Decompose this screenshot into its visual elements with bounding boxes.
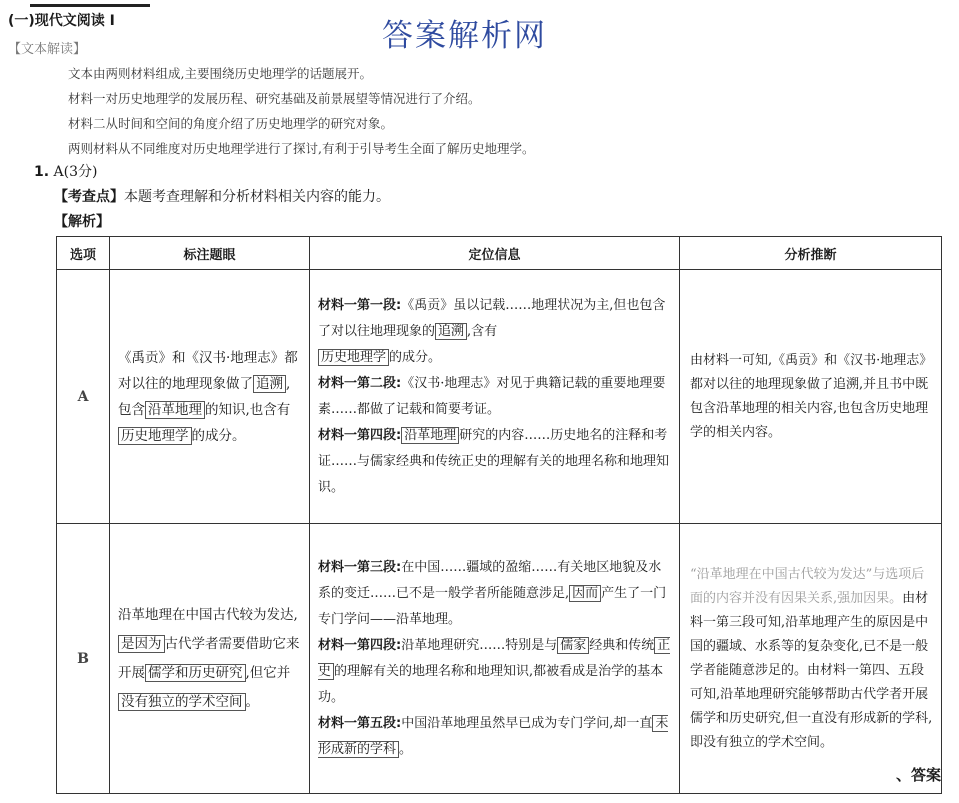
text: 由材料一第三段可知,沿革地理产生的原因是中国的疆域、水系等的复杂变化,已不是一般学者能随意涉足的。由材料一第四、五段可知,沿革地理研究能够帮助古代学者开展儒学和历史研究,但一直没有形成新的学科,即没有独立的学术空间。 bbox=[690, 590, 933, 750]
text: 经典和传统 bbox=[589, 637, 655, 653]
question-answer: A(3分) bbox=[53, 164, 98, 180]
source-label: 材料一第四段: bbox=[318, 637, 402, 653]
grey-note: “沿革地理在中国古代较为发达”与选项后面的内容并没有因果关系,强加因果。 bbox=[690, 566, 925, 606]
keyword-box: 历史地理学 bbox=[318, 349, 389, 366]
fenxi-a bbox=[680, 270, 942, 524]
reading-paragraph: 文本由两则材料组成,主要围绕历史地理学的话题展开。 bbox=[68, 66, 372, 81]
text: 由材料一可知,《禹贡》和《汉书·地理志》都对以往的地理现象做了追溯,并且书中既包含沿革地理的相关内容,也包含历史地理学的相关内容。 bbox=[690, 352, 933, 440]
dingwei-para bbox=[318, 423, 671, 501]
table-row-b bbox=[57, 524, 942, 794]
keyword-box: 因而 bbox=[569, 585, 601, 602]
text: 研究的内容……历史地名的注释和考证……与儒家经典和传统正史的理解有关的地理名称和地理知识。 bbox=[318, 427, 670, 495]
text: 产生了一门专门学问——沿革地理。 bbox=[318, 585, 667, 627]
source-label: 材料一第一段: bbox=[318, 297, 402, 313]
header-dingwei: 定位信息 bbox=[310, 237, 680, 270]
header-tiyan: 标注题眼 bbox=[110, 237, 310, 270]
text: 《汉书·地理志》对见于典籍记载的重要地理要素……都做了记载和简要考证。 bbox=[318, 375, 666, 417]
keyword-box: 正史 bbox=[318, 637, 671, 679]
dingwei-b bbox=[310, 524, 680, 794]
dingwei-para bbox=[318, 555, 671, 633]
question-header bbox=[34, 161, 97, 181]
text: 的知识,也含有 bbox=[205, 401, 291, 418]
dingwei-a bbox=[310, 270, 680, 524]
text: 的成分。 bbox=[191, 427, 246, 444]
keyword-box: 儒学和历史研究 bbox=[145, 664, 246, 682]
header-option: 选项 bbox=[57, 237, 110, 270]
text: 沿革地理研究……特别是与 bbox=[401, 637, 558, 653]
tiyan-b bbox=[110, 524, 310, 794]
header-fenxi: 分析推断 bbox=[680, 237, 942, 270]
keyword-box: 儒家 bbox=[557, 637, 589, 654]
reading-paragraph: 两则材料从不同维度对历史地理学进行了探讨,有利于引导考生全面了解历史地理学。 bbox=[68, 141, 535, 156]
source-label: 材料一第四段: bbox=[318, 427, 402, 443]
text: ,含有 bbox=[467, 323, 498, 339]
text: 《禹贡》和《汉书·地理志》都对以往的地理现象做了 bbox=[118, 349, 298, 392]
dingwei-para bbox=[318, 293, 671, 371]
test-point-label: 【考查点】 bbox=[54, 189, 124, 205]
test-point-text: 本题考查理解和分析材料相关内容的能力。 bbox=[124, 189, 390, 205]
table-header-row bbox=[57, 237, 942, 270]
keyword-box: 未形成新的学科 bbox=[318, 715, 669, 757]
keyword-box: 追溯 bbox=[253, 375, 286, 393]
reading-paragraph: 材料二从时间和空间的角度介绍了历史地理学的研究对象。 bbox=[68, 116, 394, 131]
analysis-label-text: 【解析】 bbox=[54, 214, 110, 230]
keyword-box: 没有独立的学术空间 bbox=[118, 693, 246, 711]
fenxi-b bbox=[680, 524, 942, 794]
option-b: B bbox=[57, 524, 110, 794]
top-cropped-heading-rule bbox=[30, 0, 150, 7]
reading-paragraph: 材料一对历史地理学的发展历程、研究基础及前景展望等情况进行了介绍。 bbox=[68, 91, 481, 106]
reading-label: 【文本解读】 bbox=[8, 42, 87, 57]
text: 《禹贡》虽以记载……地理状况为主,但也包含了对以往地理现象的 bbox=[318, 297, 666, 339]
text: 在中国……疆域的盈缩……有关地区地貌及水系的变迁……已不是一般学者所能随意涉足, bbox=[318, 559, 662, 601]
test-point bbox=[54, 186, 390, 206]
keyword-box: 追溯 bbox=[435, 323, 467, 340]
text: 。 bbox=[245, 693, 259, 710]
text: 沿革地理在中国古代较为发达, bbox=[118, 606, 298, 623]
analysis-label bbox=[54, 211, 110, 231]
source-label: 材料一第五段: bbox=[318, 715, 402, 731]
keyword-box: 沿革地理 bbox=[401, 427, 459, 444]
source-label: 材料一第三段: bbox=[318, 559, 402, 575]
cropped-corner-text: 、答案 bbox=[896, 766, 942, 784]
text: ,包含 bbox=[118, 375, 291, 418]
table-row-a bbox=[57, 270, 942, 524]
keyword-box: 历史地理学 bbox=[118, 427, 192, 445]
dingwei-para bbox=[318, 633, 671, 711]
text: 。 bbox=[399, 741, 413, 757]
text: 的成分。 bbox=[389, 349, 442, 365]
keyword-box: 是因为 bbox=[118, 635, 165, 653]
dingwei-para bbox=[318, 371, 671, 423]
keyword-box: 沿革地理 bbox=[145, 401, 205, 419]
section-title: (一)现代文阅读 Ⅰ bbox=[8, 13, 115, 29]
question-number: 1. bbox=[34, 164, 50, 180]
text: 的理解有关的地理名称和地理知识,都被看成是治学的基本功。 bbox=[318, 663, 664, 705]
dingwei-para bbox=[318, 711, 671, 763]
analysis-table bbox=[56, 236, 942, 794]
tiyan-a bbox=[110, 270, 310, 524]
source-label: 材料一第二段: bbox=[318, 375, 402, 391]
text: 古代学者需要借助它来开展 bbox=[118, 635, 300, 681]
text: ,但它并 bbox=[245, 664, 291, 681]
watermark: 答案解析网 bbox=[382, 18, 547, 54]
option-a: A bbox=[57, 270, 110, 524]
text: 中国沿革地理虽然早已成为专门学问,却一直 bbox=[401, 715, 653, 731]
